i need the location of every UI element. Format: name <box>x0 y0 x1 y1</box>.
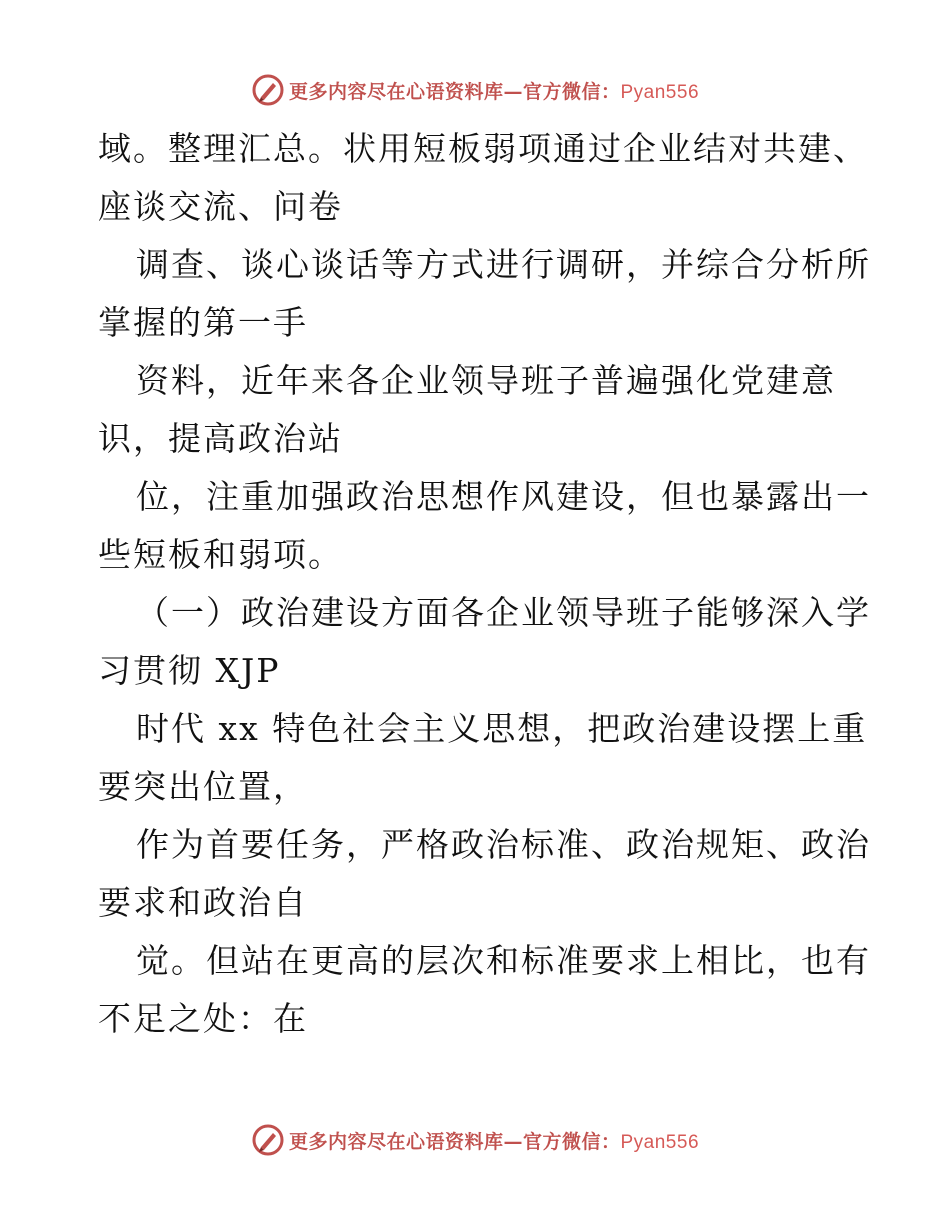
text-line: 识，提高政治站 <box>98 419 343 458</box>
text-line: 资料，近年来各企业领导班子普遍强化党建意 <box>136 361 836 400</box>
watermark-contact: Pyan556 <box>620 1131 700 1153</box>
watermark-text: 更多内容尽在心语资料库—官方微信： <box>288 80 621 103</box>
text-line: 觉。但站在更高的层次和标准要求上相比，也有 <box>136 941 871 980</box>
pen-circle-logo-icon <box>251 1123 285 1157</box>
watermark-contact: Pyan556 <box>620 81 700 103</box>
text-line: 时代 xx 特色社会主义思想，把政治建设摆上重 <box>136 709 868 748</box>
text-line: 要求和政治自 <box>98 883 308 922</box>
text-line: 位，注重加强政治思想作风建设，但也暴露出一 <box>136 477 871 516</box>
text-line: 调查、谈心谈话等方式进行调研，并综合分析所 <box>136 245 871 284</box>
header-watermark <box>0 70 950 110</box>
text-line: 习贯彻 XJP <box>98 651 281 690</box>
text-line: 要突出位置， <box>98 767 308 806</box>
text-line: 掌握的第一手 <box>98 303 308 342</box>
text-line: 作为首要任务，严格政治标准、政治规矩、政治 <box>136 825 871 864</box>
text-line: 域。整理汇总。状用短板弱项通过企业结对共建、 <box>98 129 868 168</box>
text-line: （一）政治建设方面各企业领导班子能够深入学 <box>136 593 871 632</box>
text-line: 不足之处：在 <box>98 999 308 1038</box>
document-body <box>98 120 871 1048</box>
watermark-text: 更多内容尽在心语资料库—官方微信： <box>288 1130 621 1153</box>
text-line: 座谈交流、问卷 <box>98 187 343 226</box>
pen-circle-logo-icon <box>251 73 285 107</box>
footer-watermark <box>0 1120 950 1160</box>
text-line: 些短板和弱项。 <box>98 535 343 574</box>
